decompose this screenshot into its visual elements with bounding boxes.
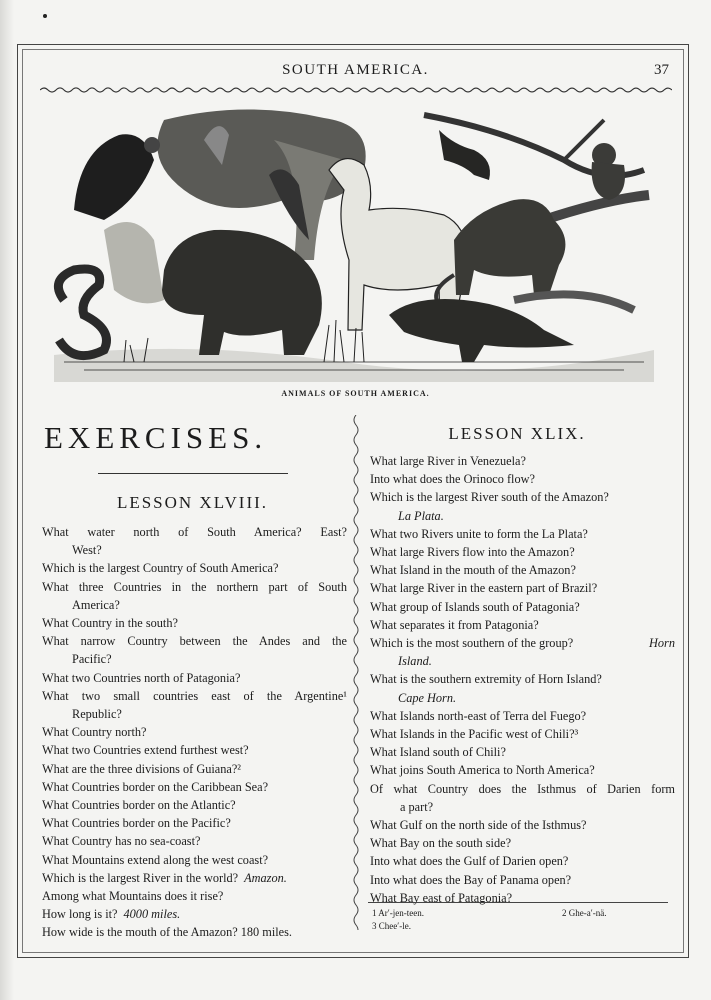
question-text: What Bay east of Patagonia? [370, 890, 513, 905]
question-text: Into what does the Gulf of Darien open? [370, 854, 569, 869]
question-text: Of what Country does the Isthmus of Darien form [370, 781, 675, 796]
question-text: What Country in the south? [42, 616, 178, 631]
l49-line [370, 561, 675, 579]
l48-line [42, 614, 347, 632]
question-text: Pacific? [72, 652, 112, 667]
question-text: What Countries border on the Atlantic? [42, 798, 236, 813]
running-header-title: SOUTH AMERICA. [282, 62, 429, 78]
l49-line [370, 816, 675, 834]
l49-line [370, 452, 675, 470]
exercises-title: EXERCISES. [44, 420, 268, 455]
l49-line [370, 470, 675, 488]
question-text: America? [72, 597, 120, 612]
animals-engraving [44, 100, 654, 382]
question-text: What Countries border on the Pacific? [42, 816, 231, 831]
question-text: Island. [398, 654, 432, 669]
l48-line [42, 541, 347, 559]
question-text: What two small countries east of the Argentine¹ [42, 688, 347, 703]
question-text: West? [72, 543, 102, 558]
illustration-caption: ANIMALS OF SOUTH AMERICA. [281, 389, 430, 398]
l48-line [42, 650, 347, 668]
l48-line [42, 687, 347, 705]
lesson-48-questions [42, 523, 347, 942]
question-text: What two Rivers unite to form the La Plata? [370, 526, 588, 541]
l49-line [370, 780, 675, 798]
l48-line [42, 723, 347, 741]
question-text: Which is the largest Country of South America? [42, 561, 279, 576]
question-text: What two Countries north of Patagonia? [42, 670, 241, 685]
question-text: What Islands north-east of Terra del Fuego? [370, 708, 587, 723]
question-text: Into what does the Orinoco flow? [370, 472, 535, 487]
l49-line [370, 616, 675, 634]
l49-line [370, 525, 675, 543]
question-text: What Mountains extend along the west coast? [42, 852, 269, 867]
l48-line [42, 760, 347, 778]
l49-line [370, 889, 675, 907]
question-text: Republic? [72, 707, 122, 722]
question-text: La Plata. [398, 508, 444, 523]
l48-line [42, 869, 347, 887]
l48-line [42, 596, 347, 614]
lesson-48-heading: LESSON XLVIII. [116, 493, 269, 512]
question-text: What large Rivers flow into the Amazon? [370, 545, 575, 560]
l49-line [370, 798, 675, 816]
question-text: What large River in Venezuela? [370, 454, 526, 468]
ink-speck [43, 14, 47, 18]
l48-line [42, 741, 347, 759]
l49-line [370, 761, 675, 779]
l49-line [370, 634, 675, 652]
question-text: What Bay on the south side? [370, 836, 512, 851]
l49-line [370, 670, 675, 688]
l49-line [370, 689, 675, 707]
question-text: What Country has no sea-coast? [42, 834, 201, 849]
l49-line [370, 871, 675, 889]
l49-line [370, 507, 675, 525]
question-text: What narrow Country between the Andes and the [42, 634, 347, 649]
l48-line [42, 923, 347, 941]
l48-line [42, 887, 347, 905]
l48-line [42, 559, 347, 577]
l48-line [42, 832, 347, 850]
question-text: What Island in the mouth of the Amazon? [370, 563, 576, 578]
question-text: How wide is the mouth of the Amazon? 180 miles. [42, 925, 292, 940]
l48-line [42, 778, 347, 796]
question-text: What three Countries in the northern part of South [42, 579, 347, 594]
lesson-49-questions [370, 452, 675, 907]
question-text: What joins South America to North America? [370, 763, 595, 778]
l49-line [370, 834, 675, 852]
exercises-rule [98, 473, 288, 474]
question-text: Among what Mountains does it rise? [42, 889, 224, 904]
wavy-header-rule [40, 86, 672, 94]
column-divider [352, 415, 360, 930]
l48-line [42, 705, 347, 723]
answer-text: 4000 miles. [123, 907, 181, 922]
l48-line [42, 851, 347, 869]
question-text: Cape Horn. [398, 690, 457, 705]
question-text: Which is the most southern of the group? [370, 636, 574, 651]
question-text: What group of Islands south of Patagonia? [370, 599, 580, 614]
l49-line [370, 488, 675, 506]
l48-line [42, 523, 347, 541]
l49-line [370, 852, 675, 870]
footnote-rule [368, 902, 668, 903]
l49-line [370, 743, 675, 761]
l48-line [42, 796, 347, 814]
footnote-1: 1 Ar′-jen-teen. [372, 908, 424, 918]
footnote-3: 3 Chee′-le. [372, 921, 411, 931]
question-text: What separates it from Patagonia? [370, 617, 539, 632]
question-text: What two Countries extend furthest west? [42, 743, 249, 758]
question-text: What water north of South America? East? [42, 525, 347, 539]
question-text: What Gulf on the north side of the Isthmus? [370, 818, 587, 833]
question-text: Which is the largest River south of the Amazon? [370, 490, 609, 505]
question-text: Into what does the Bay of Panama open? [370, 872, 572, 887]
question-text: What is the southern extremity of Horn Island? [370, 672, 602, 687]
l48-line [42, 578, 347, 596]
question-text: Which is the largest River in the world? [42, 870, 239, 885]
footnote-2: 2 Ghe-a′-nä. [562, 908, 607, 918]
l48-line [42, 669, 347, 687]
question-text: What Country north? [42, 725, 147, 740]
question-text: What Islands in the Pacific west of Chili?³ [370, 727, 579, 742]
l48-line [42, 905, 347, 923]
question-text: What are the three divisions of Guiana?² [42, 761, 241, 776]
page-binding-shadow [0, 0, 14, 1000]
l49-line [370, 707, 675, 725]
l49-line [370, 652, 675, 670]
l49-line [370, 725, 675, 743]
l49-line [370, 543, 675, 561]
l48-line [42, 814, 347, 832]
question-text: a part? [400, 799, 434, 814]
l49-line [370, 579, 675, 597]
lesson-49-heading: LESSON XLIX. [448, 424, 586, 443]
answer-text: Amazon. [244, 870, 287, 885]
l48-line [42, 632, 347, 650]
question-text: What large River in the eastern part of Brazil? [370, 581, 598, 596]
question-text: How long is it? [42, 907, 118, 922]
question-text: What Countries border on the Caribbean Sea? [42, 779, 269, 794]
l49-line [370, 598, 675, 616]
answer-text: Horn [649, 636, 675, 651]
question-text: What Island south of Chili? [370, 745, 506, 760]
page-number: 37 [654, 62, 669, 78]
